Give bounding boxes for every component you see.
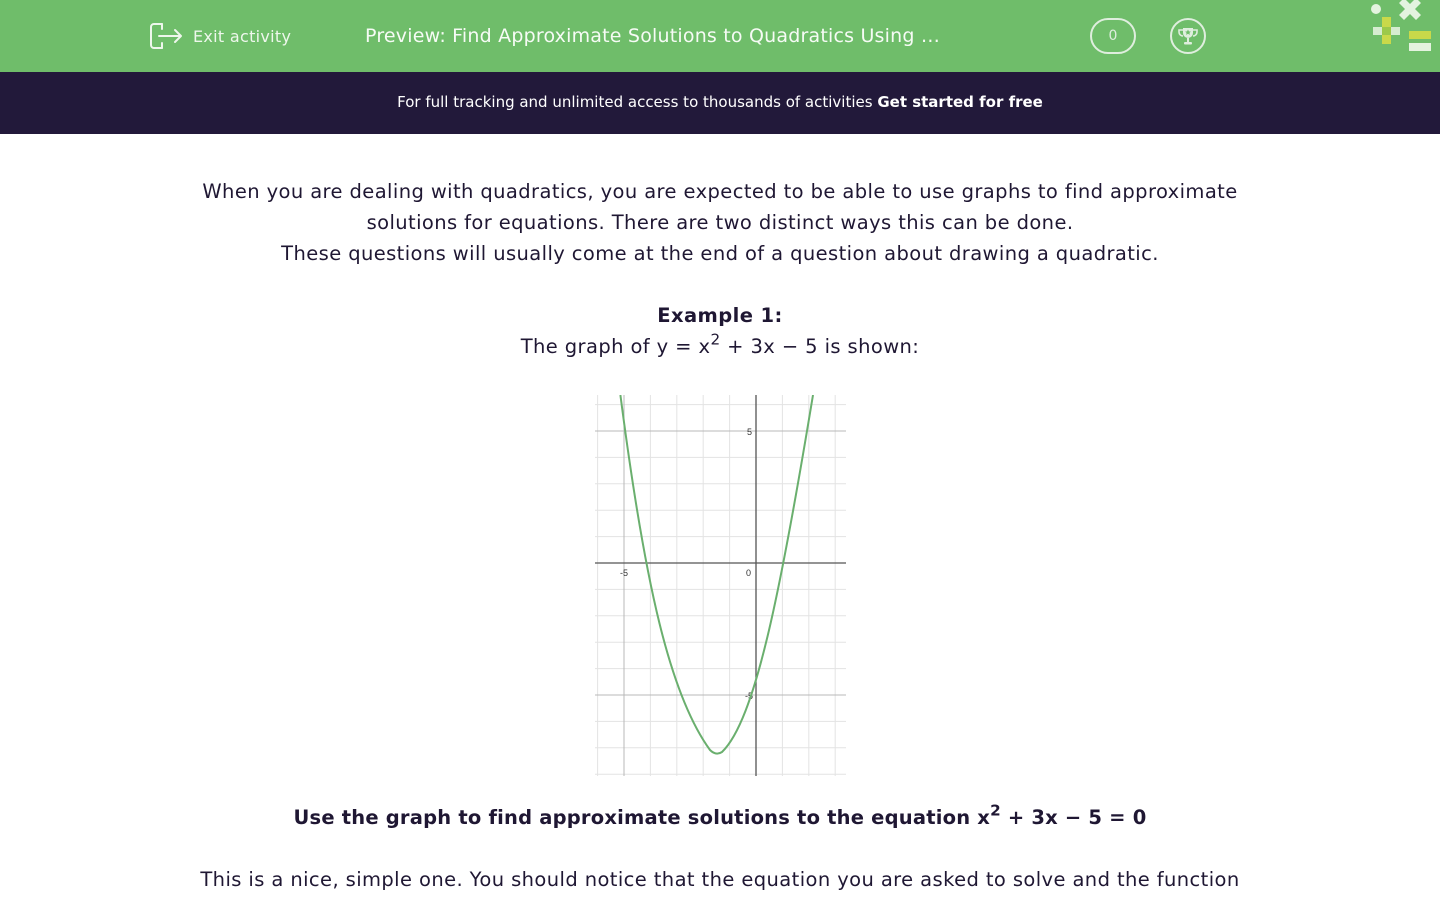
exit-icon [150, 22, 183, 50]
explanation-text: This is a nice, simple one. You should notice that the equation you are asked to solve and the function [200, 868, 1240, 891]
get-started-link[interactable]: Get started for free [877, 93, 1043, 111]
example-description: The graph of $y = x^2 + 3x - 5$ is shown: [520, 330, 920, 358]
trophy-button[interactable] [1170, 18, 1206, 54]
exit-activity-label: Exit activity [193, 26, 292, 46]
logo-icon [1366, 0, 1440, 56]
svg-text:-5: -5 [744, 691, 753, 701]
signup-banner [0, 72, 1440, 134]
score-badge: 0 [1090, 18, 1136, 54]
question-prompt: Use the graph to find approximate solutions to the equation $x^2 + 3x - 5 = 0$ [293, 801, 1147, 829]
top-bar [0, 0, 1440, 72]
svg-text:5: 5 [746, 427, 752, 437]
quadratic-graph [595, 395, 846, 776]
svg-text:0: 0 [745, 568, 751, 578]
intro-line-2: solutions for equations. There are two distinct ways this can be done. [366, 211, 1074, 234]
example-heading: Example 1: [657, 304, 783, 327]
exit-activity-button[interactable] [150, 22, 291, 50]
banner-text: For full tracking and unlimited access to thousands of activities [397, 93, 878, 111]
activity-title: Preview: Find Approximate Solutions to Quadratics Using … [365, 25, 941, 47]
trophy-icon [1177, 25, 1199, 47]
intro-line-1: When you are dealing with quadratics, you are expected to be able to use graphs to find approximate [202, 180, 1238, 203]
lesson-content [0, 176, 1440, 362]
intro-line-3: These questions will usually come at the end of a question about drawing a quadratic. [281, 242, 1159, 265]
svg-text:-5: -5 [619, 568, 629, 578]
